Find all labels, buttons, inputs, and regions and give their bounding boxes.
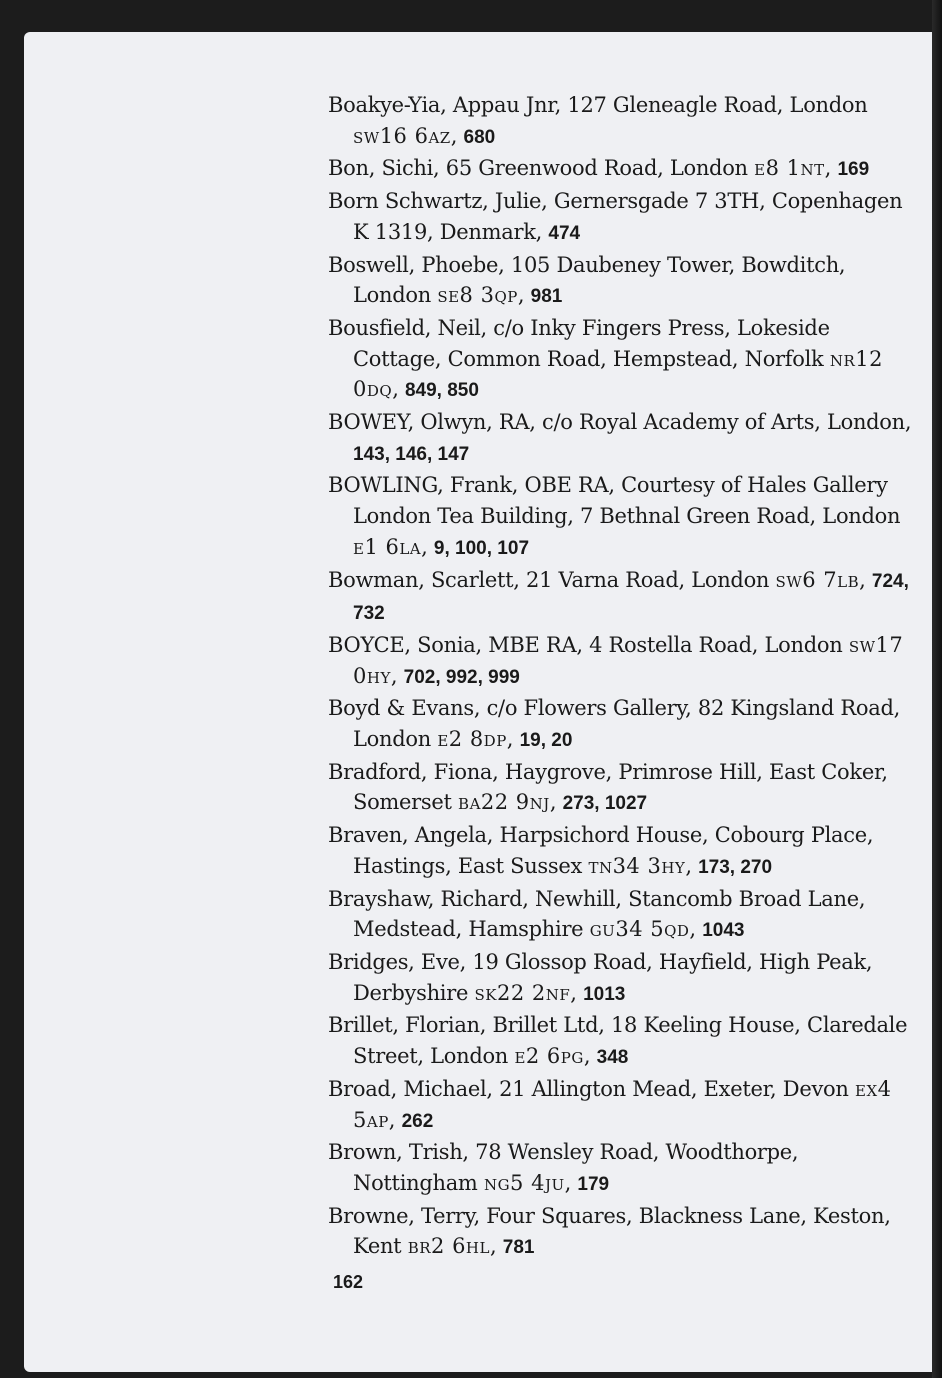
entry-pages: 173, 270	[698, 856, 773, 878]
index-entry: Brayshaw, Richard, Newhill, Stancomb Broad Lane, Medstead, Hamsphire gu34 5qd, 1043	[328, 886, 866, 942]
entry-pages: 680	[463, 126, 496, 148]
entry-pages: 1013	[583, 983, 626, 1005]
index-entry: Brillet, Florian, Brillet Ltd, 18 Keeling House, Claredale Street, London e2 6pg, 348	[328, 1013, 908, 1069]
entry-pages: 169	[837, 159, 870, 181]
index-entry: Bowman, Scarlett, 21 Varna Road, London sw6 7lb, 724, 732	[328, 567, 909, 625]
entry-name: BOWLING, Frank, OBE RA, Courtesy of Hales Gallery London Tea Building, 7 Bethnal Green Road, London	[328, 473, 901, 529]
index-entry: Braven, Angela, Harpsichord House, Cobourg Place, Hastings, East Sussex tn34 3hy, 173, 270	[328, 823, 874, 878]
entry-postcode: sk22 2nf	[474, 980, 571, 1005]
entry-name: Boswell, Phoebe, 105 Daubeney Tower, Bowditch, London	[328, 252, 846, 308]
entry-name: Broad, Michael, 21 Allington Mead, Exeter, Devon	[328, 1076, 849, 1101]
entry-postcode: se8 3qp	[437, 283, 518, 308]
entry-pages: 179	[577, 1173, 610, 1195]
entry-postcode: br2 6hl	[407, 1234, 490, 1259]
entry-name: Brillet, Florian, Brillet Ltd, 18 Keeling House, Claredale Street, London	[328, 1013, 908, 1069]
entry-postcode: nr12 0dq	[353, 346, 883, 402]
page-number: 162	[333, 1272, 364, 1292]
index-entry: Bridges, Eve, 19 Glossop Road, Hayfield, High Peak, Derbyshire sk22 2nf, 1013	[328, 949, 873, 1005]
entry-name: Brown, Trish, 78 Wensley Road, Woodthorpe, Nottingham	[328, 1140, 799, 1195]
entry-pages: 262	[401, 1110, 434, 1132]
index-entry: Broad, Michael, 21 Allington Mead, Exeter, Devon ex4 5ap, 262	[328, 1076, 892, 1132]
entry-name: Bridges, Eve, 19 Glossop Road, Hayfield, High Peak, Derbyshire	[328, 949, 873, 1005]
entry-name: Bousfield, Neil, c/o Inky Fingers Press, Lokeside Cottage, Common Road, Hempstead, Norfolk	[328, 315, 830, 371]
entry-name: BOWEY, Olwyn, RA, c/o Royal Academy of Arts, London,	[328, 410, 912, 435]
entry-pages: 19, 20	[519, 730, 573, 752]
entry-postcode: sw16 6az	[353, 123, 451, 148]
entry-pages: 849, 850	[404, 380, 479, 402]
entry-name: Brayshaw, Richard, Newhill, Stancomb Broad Lane, Medstead, Hamsphire	[328, 886, 866, 942]
entry-pages: 724, 732	[353, 570, 909, 625]
entry-name: Bon, Sichi, 65 Greenwood Road, London	[328, 156, 748, 181]
index-entry: Boswell, Phoebe, 105 Daubeney Tower, Bowditch, London se8 3qp, 981	[328, 252, 846, 308]
entry-pages: 702, 992, 999	[403, 666, 520, 688]
entry-postcode: gu34 5qd	[589, 917, 690, 942]
entry-postcode: tn34 3hy	[588, 853, 686, 878]
entry-pages: 781	[502, 1237, 535, 1259]
entry-postcode: ex4 5ap	[353, 1076, 892, 1132]
index-entry: Boyd & Evans, c/o Flowers Gallery, 82 Kingsland Road, London e2 8dp, 19, 20	[328, 696, 901, 752]
index-entry: Bradford, Fiona, Haygrove, Primrose Hill, East Coker, Somerset ba22 9nj, 273, 1027	[328, 759, 888, 815]
entry-name: Braven, Angela, Harpsichord House, Cobourg Place, Hastings, East Sussex	[328, 823, 874, 878]
entry-pages: 273, 1027	[562, 793, 648, 815]
index-entry	[328, 407, 918, 470]
entry-name: BOYCE, Sonia, MBE RA, 4 Rostella Road, London	[328, 632, 843, 657]
entry-postcode: sw17 0hy	[353, 632, 904, 688]
index-entry	[328, 186, 918, 249]
entry-pages: 1043	[702, 920, 745, 942]
index-entry: Browne, Terry, Four Squares, Blackness Lane, Keston, Kent br2 6hl, 781	[328, 1203, 891, 1259]
entry-name: Boakye-Yia, Appau Jnr, 127 Gleneagle Road, London	[328, 93, 868, 117]
index-entry: BOYCE, Sonia, MBE RA, 4 Rostella Road, London sw17 0hy, 702, 992, 999	[328, 632, 904, 688]
entry-name: Browne, Terry, Four Squares, Blackness Lane, Keston, Kent	[328, 1203, 891, 1259]
index-entry: Bon, Sichi, 65 Greenwood Road, London e8 1nt, 169	[328, 156, 870, 181]
index-entry: Bousfield, Neil, c/o Inky Fingers Press, Lokeside Cottage, Common Road, Hempstead, Norfolk nr12 0dq, 849, 850	[328, 315, 883, 402]
entry-pages: 9, 100, 107	[433, 537, 530, 559]
entry-postcode: e1 6la	[353, 534, 422, 559]
scanner-background	[932, 0, 942, 1378]
index-entry: Boakye-Yia, Appau Jnr, 127 Gleneagle Road, London sw16 6az, 680	[328, 93, 868, 148]
entry-name: Born Schwartz, Julie, Gernersgade 7 3TH, Copenhagen K 1319, Denmark,	[328, 189, 903, 244]
entry-name: Bowman, Scarlett, 21 Varna Road, London	[328, 567, 770, 592]
index-entry: Brown, Trish, 78 Wensley Road, Woodthorpe, Nottingham ng5 4ju, 179	[328, 1140, 799, 1195]
index-entries	[328, 90, 918, 1264]
index-entry: BOWLING, Frank, OBE RA, Courtesy of Hales Gallery London Tea Building, 7 Bethnal Green Road, London e1 6la, 9, 100, 107	[328, 473, 901, 559]
entry-pages: 143, 146, 147	[353, 443, 470, 465]
entry-postcode: e8 1nt	[754, 156, 825, 181]
entry-postcode: sw6 7lb	[775, 567, 860, 592]
entry-postcode: ng5 4ju	[483, 1170, 565, 1195]
entry-postcode: e2 6pg	[514, 1044, 584, 1069]
entry-name: Bradford, Fiona, Haygrove, Primrose Hill, East Coker, Somerset	[328, 759, 888, 815]
entry-pages: 348	[596, 1047, 629, 1069]
entry-postcode: e2 8dp	[437, 727, 507, 752]
entry-name: Boyd & Evans, c/o Flowers Gallery, 82 Kingsland Road, London	[328, 696, 901, 752]
entry-postcode: ba22 9nj	[458, 790, 550, 815]
entry-pages: 474	[548, 222, 581, 244]
index-page	[24, 32, 932, 1372]
entry-pages: 981	[530, 286, 563, 308]
